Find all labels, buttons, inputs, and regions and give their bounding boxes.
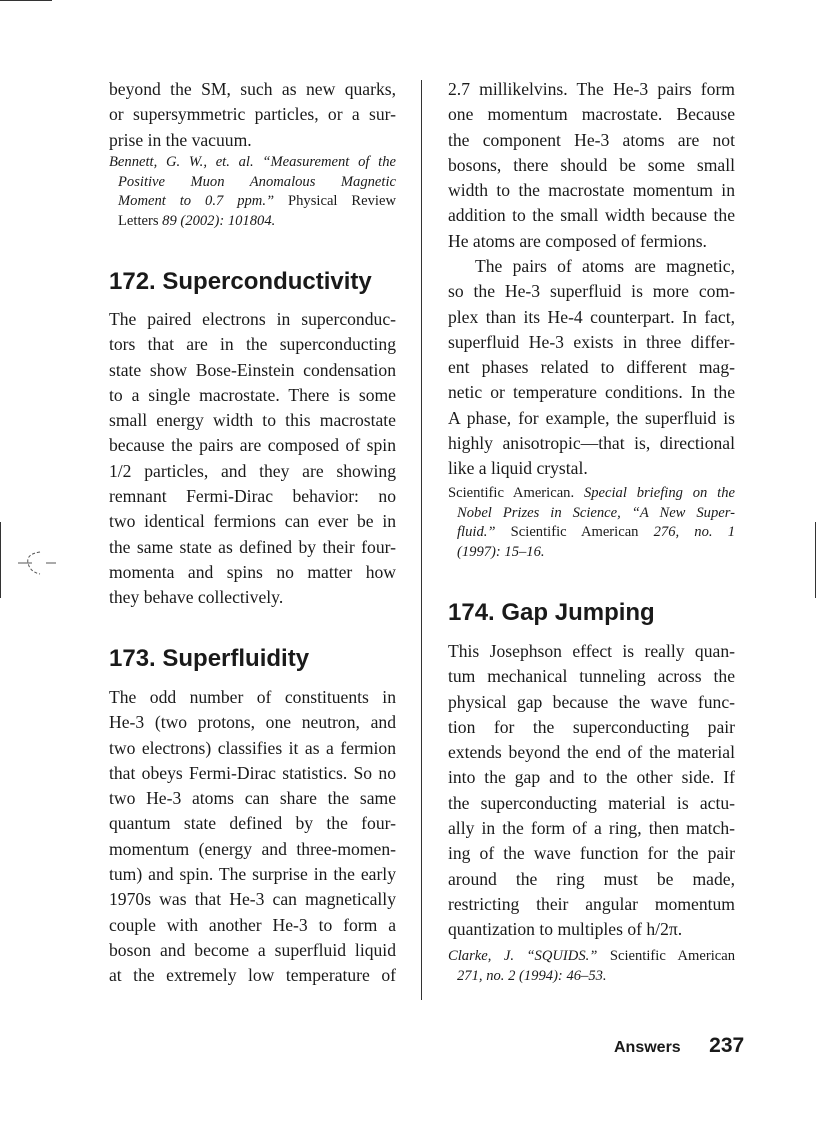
crop-mark xyxy=(0,0,52,1)
text-line: the same state as defined by their four- xyxy=(109,536,396,557)
text-line: momenta and spins no matter how xyxy=(109,561,396,582)
text-line: remnant Fermi-Dirac behavior: no xyxy=(109,486,396,507)
text-line: into the gap and to the other side. If xyxy=(448,767,735,788)
text-line: ent phases related to different mag- xyxy=(448,357,735,378)
running-footer-section: Answers xyxy=(614,1039,681,1056)
text-line: they behave collectively. xyxy=(109,587,284,608)
reference-line xyxy=(109,212,396,232)
text-line: that obeys Fermi-Dirac statistics. So no xyxy=(109,762,396,783)
text-line: This Josephson effect is really quan- xyxy=(448,641,735,661)
paragraph xyxy=(109,307,396,611)
text-line: 1970s was that He-3 can magnetically xyxy=(109,889,396,910)
reference-line xyxy=(448,967,735,987)
text-line: The odd number of constituents in xyxy=(109,687,396,707)
reference-italic-text: Positive Muon Anomalous Magnetic xyxy=(118,173,396,190)
text-line: to a single macrostate. There is some xyxy=(109,384,396,405)
text-line: so the He-3 superfluid is more com- xyxy=(448,281,735,302)
section-heading-174: 174. Gap Jumping xyxy=(448,599,655,626)
text-line: highly anisotropic—that is, directional xyxy=(448,433,735,454)
text-line: boson and become a superfluid liquid xyxy=(109,939,396,960)
text-line: ally in the form of a ring, then match- xyxy=(448,818,735,839)
text-line: two electrons) classifies it as a fermion xyxy=(109,737,396,758)
text-line: The pairs of atoms are magnetic, xyxy=(475,256,735,276)
paragraph xyxy=(448,639,735,943)
reference-line xyxy=(109,173,396,193)
reference xyxy=(448,947,735,986)
text-line: two identical fermions can ever be in xyxy=(109,511,396,532)
page-number: 237 xyxy=(709,1034,745,1057)
reference-line xyxy=(448,543,735,563)
page-footer xyxy=(614,1034,744,1058)
text-line: momentum (energy and three-momen- xyxy=(109,838,396,859)
reference-italic-text: Moment to 0.7 ppm.” xyxy=(118,193,275,209)
text-line: restricting their angular momentum xyxy=(448,893,735,914)
reference-text: Physical Review xyxy=(274,193,396,209)
text-line: 2.7 millikelvins. The He-3 pairs form xyxy=(448,79,735,99)
text-line: addition to the small width because the xyxy=(448,205,735,226)
text-line: state show Bose-Einstein condensation xyxy=(109,359,396,380)
text-line: like a liquid crystal. xyxy=(448,458,588,479)
text-line: He atoms are composed of fermions. xyxy=(448,230,707,251)
reference-italic-text: 276, no. 1 xyxy=(653,524,735,540)
reference-italic-text: Bennett, G. W., et. al. “Measurement of the xyxy=(109,154,396,170)
reference-line xyxy=(448,947,735,967)
text-line: or supersymmetric particles, or a sur- xyxy=(109,104,396,125)
text-line: quantization to multiples of h/2π. xyxy=(448,919,683,940)
reference-line xyxy=(448,523,735,543)
reference-text: Letters xyxy=(118,212,163,229)
reference-text: Scientific American xyxy=(597,948,736,964)
text-line: 1/2 particles, and they are showing xyxy=(109,460,396,481)
reference-line xyxy=(448,504,735,524)
section-heading-173: 173. Superfluidity xyxy=(109,645,310,672)
reference-line xyxy=(448,484,735,504)
text-line: physical gap because the wave func- xyxy=(448,691,735,712)
text-line: quantum state defined by the four- xyxy=(109,813,396,834)
text-line: prise in the vacuum. xyxy=(109,129,252,150)
text-line: ing of the wave function for the pair xyxy=(448,843,735,864)
text-line: at the extremely low temperature of xyxy=(109,965,396,986)
registration-mark-icon xyxy=(18,548,58,578)
paragraph xyxy=(109,77,396,153)
reference xyxy=(109,153,396,231)
reference-italic-text: fluid.” xyxy=(457,524,496,540)
text-line: small energy width to this macrostate xyxy=(109,410,396,431)
reference xyxy=(448,484,735,562)
reference-italic-text: Clarke, J. “SQUIDS.” xyxy=(448,948,598,964)
reference-italic-text: 89 (2002): 101804. xyxy=(162,212,276,229)
reference-italic-text: 271, no. 2 (1994): 46–53. xyxy=(457,967,607,984)
text-line: tors that are in the superconducting xyxy=(109,334,396,355)
reference-text: Scientific American. xyxy=(448,485,584,501)
text-line: He-3 (two protons, one neutron, and xyxy=(109,712,396,733)
reference-line xyxy=(109,192,396,212)
text-line: A phase, for example, the superfluid is xyxy=(448,407,735,428)
paragraph xyxy=(109,685,396,989)
text-line: tum) and spin. The surprise in the early xyxy=(109,864,396,885)
reference-italic-text: (1997): 15–16. xyxy=(457,543,545,560)
text-line: extends beyond the end of the material xyxy=(448,742,735,763)
text-line: bosons, there should be some small xyxy=(448,154,735,175)
crop-mark xyxy=(0,522,1,598)
text-line: two He-3 atoms can share the same xyxy=(109,788,396,809)
column-divider xyxy=(421,80,422,1000)
text-line: superfluid He-3 exists in three differ- xyxy=(448,331,735,352)
text-line: because the pairs are composed of spin xyxy=(109,435,396,456)
text-line: width to the macrostate momentum in xyxy=(448,180,735,201)
paragraph xyxy=(448,254,735,482)
section-heading-172: 172. Superconductivity xyxy=(109,268,372,295)
text-line: beyond the SM, such as new quarks, xyxy=(109,79,396,99)
reference-line xyxy=(109,153,396,173)
text-line: the superconducting material is actu- xyxy=(448,792,735,813)
text-line: The paired electrons in superconduc- xyxy=(109,309,396,329)
text-line: plex than its He-4 counterpart. In fact, xyxy=(448,306,735,327)
reference-italic-text: Nobel Prizes in Science, “A New Super- xyxy=(457,504,735,521)
text-line: couple with another He-3 to form a xyxy=(109,914,396,935)
text-line: tum mechanical tunneling across the xyxy=(448,666,735,687)
reference-text: Scientific American xyxy=(495,524,654,540)
text-line: one momentum macrostate. Because xyxy=(448,104,735,125)
paragraph xyxy=(448,77,735,254)
text-line: around the ring must be made, xyxy=(448,868,735,889)
text-line: netic or temperature conditions. In the xyxy=(448,382,735,403)
reference-italic-text: Special briefing on the xyxy=(583,485,735,501)
text-line: tion for the superconducting pair xyxy=(448,716,735,737)
text-line: the component He-3 atoms are not xyxy=(448,129,735,150)
